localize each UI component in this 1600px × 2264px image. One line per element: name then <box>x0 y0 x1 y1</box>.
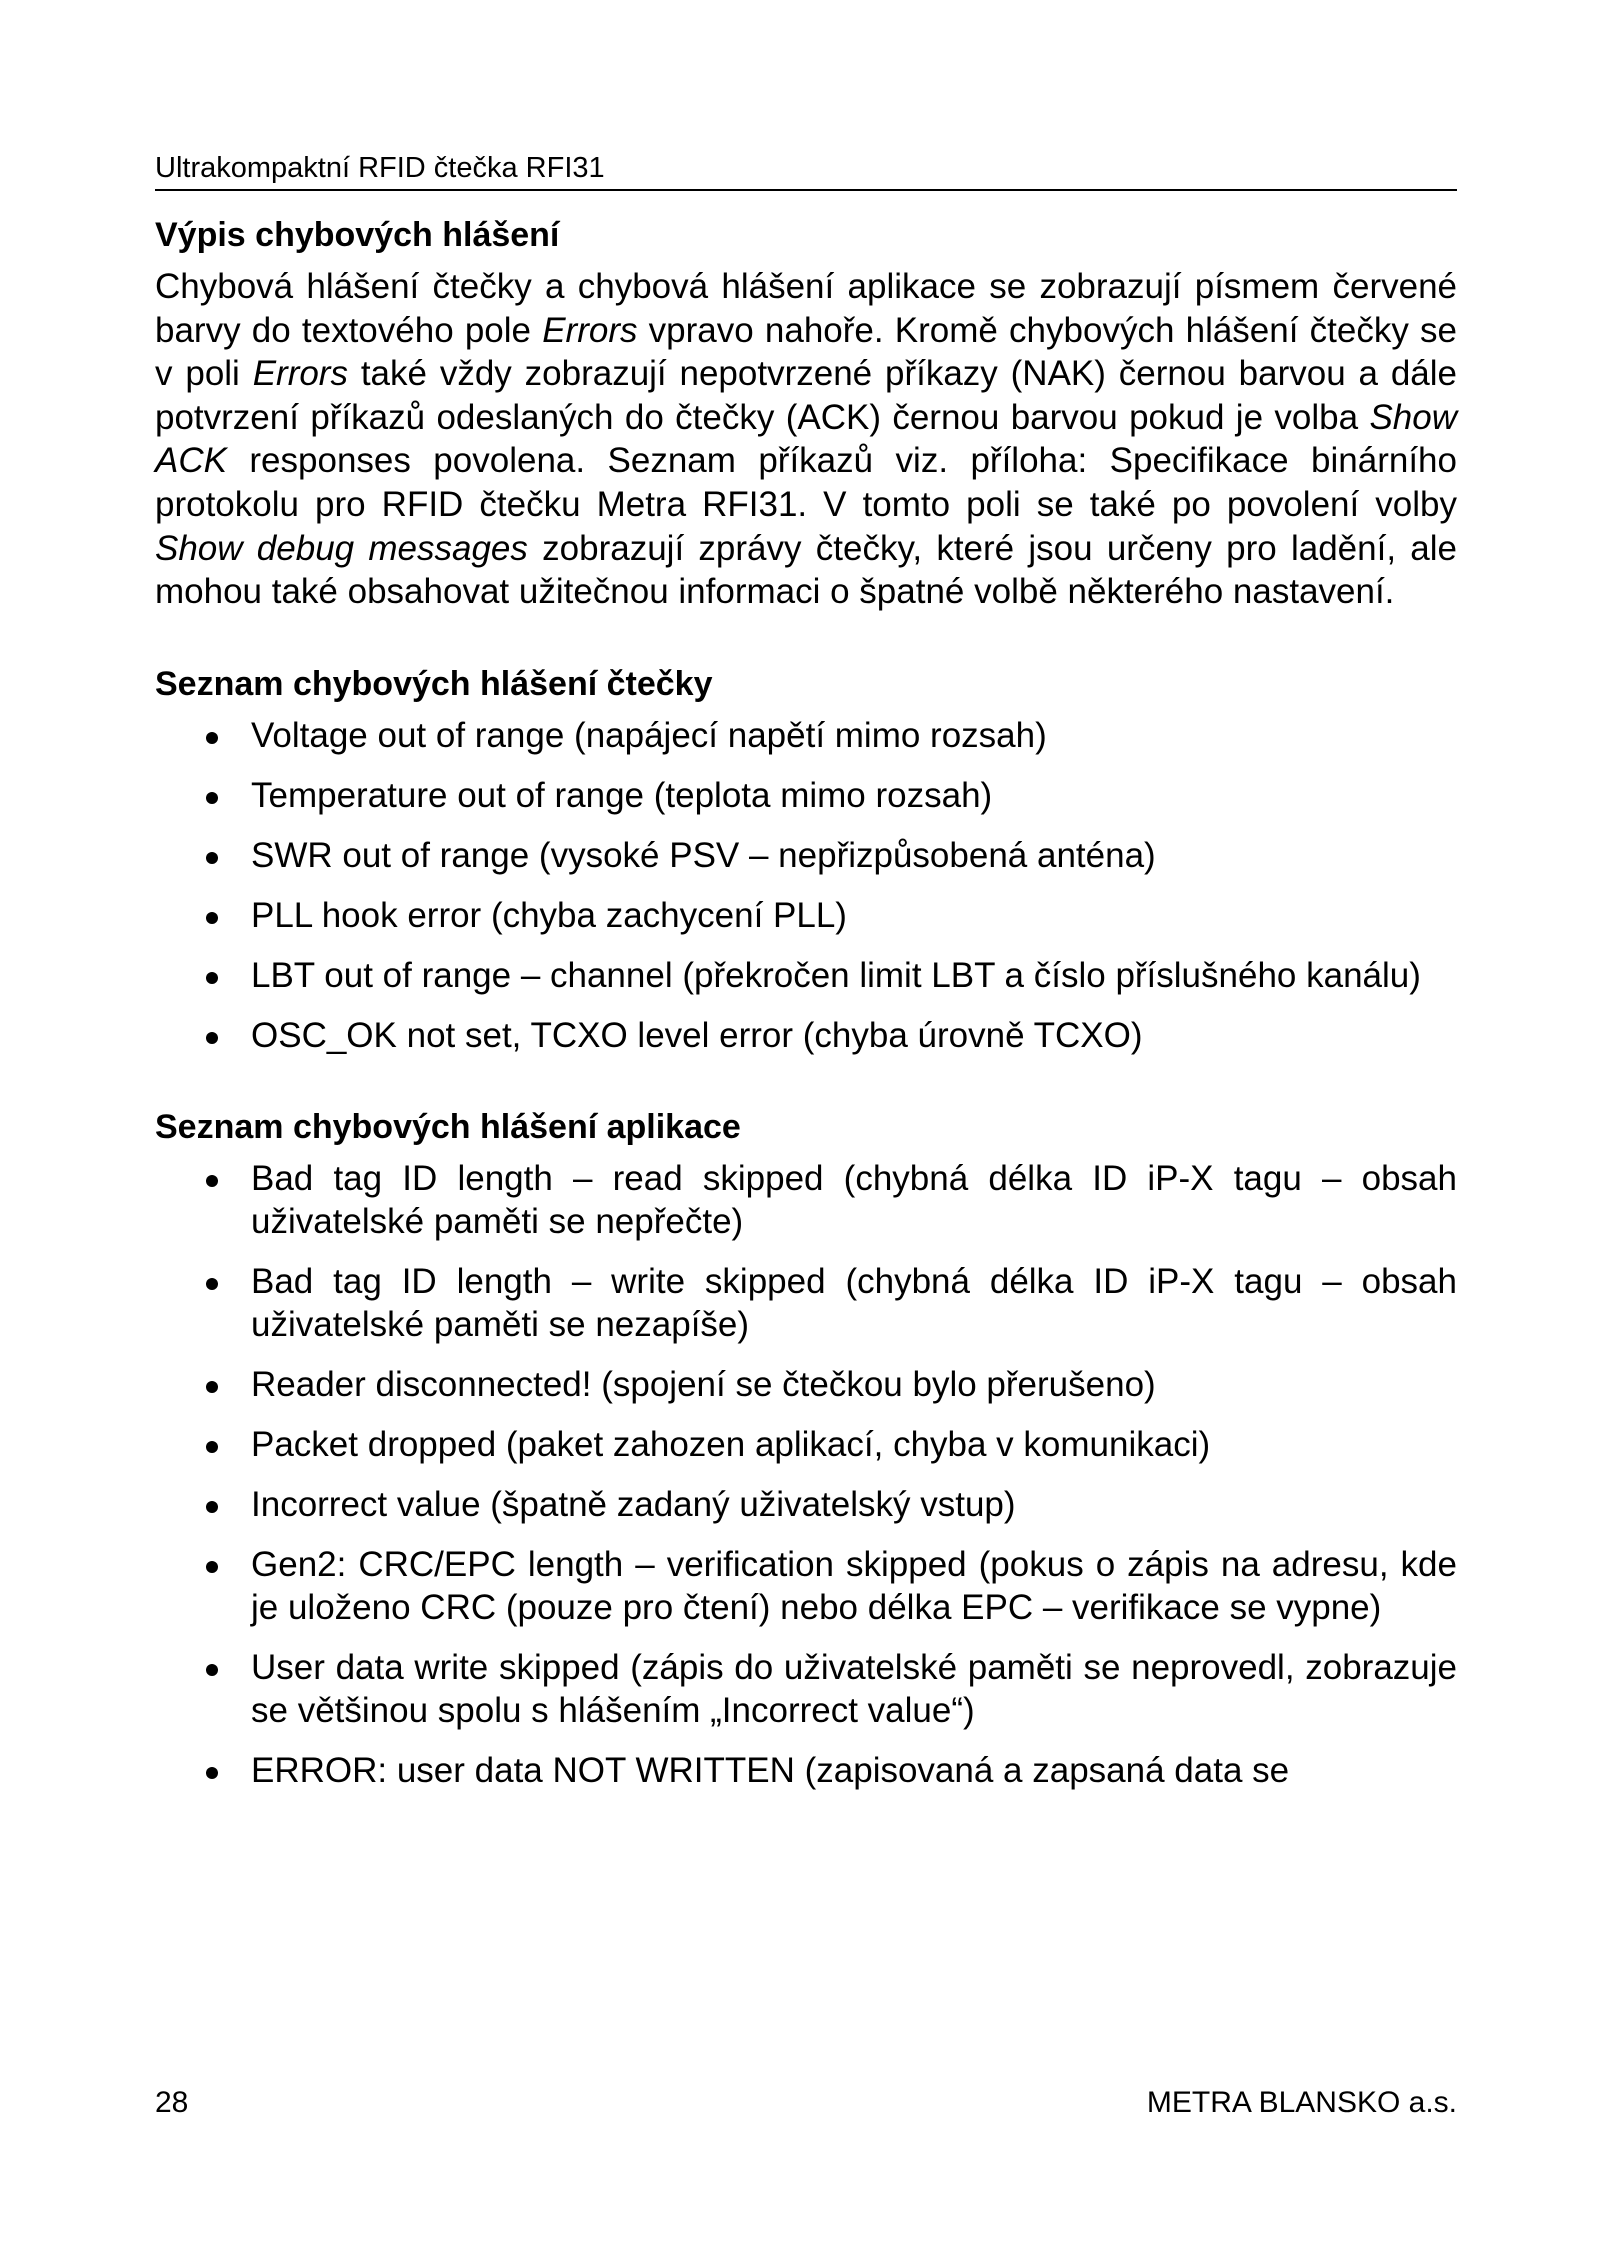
bullet-icon <box>206 1767 218 1779</box>
list-item <box>155 954 1457 997</box>
list-item <box>155 1157 1457 1243</box>
list-item-text: LBT out of range – channel (překročen limit LBT a číslo příslušného kanálu) <box>251 955 1421 995</box>
paragraph-italic-text: Errors <box>542 310 638 350</box>
list-item-text: Packet dropped (paket zahozen aplikací, chyba v komunikaci) <box>251 1424 1211 1464</box>
document-page <box>155 150 1457 1809</box>
paragraph-text: zobrazují zprávy čtečky, které jsou určeny pro ladění, ale mohou také obsahovat užitečnou informaci o špatné volbě některého nastavení. <box>155 528 1458 612</box>
list-item-text: ERROR: user data NOT WRITTEN (zapisovaná a zapsaná data se <box>251 1750 1290 1790</box>
list-item <box>155 1646 1457 1732</box>
paragraph-italic-text: Show debug messages <box>155 528 528 568</box>
bullet-icon <box>206 1175 218 1187</box>
page-number: 28 <box>155 2086 189 2119</box>
list-item <box>155 894 1457 937</box>
list-item-text: Bad tag ID length – read skipped (chybná délka ID iP-X tagu – obsah uživatelské paměti se nepřečte) <box>251 1158 1457 1241</box>
list-item <box>155 714 1457 757</box>
bullet-icon <box>206 792 218 804</box>
reader-error-list <box>155 714 1457 1057</box>
bullet-icon <box>206 1278 218 1290</box>
bullet-icon <box>206 1032 218 1044</box>
list-item <box>155 774 1457 817</box>
errors-paragraph <box>155 265 1457 614</box>
paragraph-italic-text: Show ACK <box>155 397 1457 481</box>
list-item <box>155 1423 1457 1466</box>
list-item-text: SWR out of range (vysoké PSV – nepřizpůsobená anténa) <box>251 835 1156 875</box>
bullet-icon <box>206 852 218 864</box>
list-item <box>155 1260 1457 1346</box>
paragraph-text: Chybová hlášení čtečky a chybová hlášení aplikace se zobrazují písmem červené barvy do textového pole <box>155 267 1457 350</box>
section-heading-app-errors: Seznam chybových hlášení aplikace <box>155 1107 741 1146</box>
list-item-text: User data write skipped (zápis do uživatelské paměti se neprovedl, zobrazuje se většinou spolu s hlášením „Incorrect value“) <box>251 1647 1457 1730</box>
list-item-text: Voltage out of range (napájecí napětí mimo rozsah) <box>251 715 1047 755</box>
list-item <box>155 834 1457 877</box>
list-item <box>155 1014 1457 1057</box>
bullet-icon <box>206 912 218 924</box>
paragraph-text: vpravo nahoře. Kromě chybových hlášení čtečky se v poli <box>155 310 1457 394</box>
list-item-text: OSC_OK not set, TCXO level error (chyba úrovně TCXO) <box>251 1015 1143 1055</box>
bullet-icon <box>206 1501 218 1513</box>
bullet-icon <box>206 1561 218 1573</box>
section-heading-reader-errors: Seznam chybových hlášení čtečky <box>155 664 713 703</box>
list-item-text: Gen2: CRC/EPC length – verification skipped (pokus o zápis na adresu, kde je uloženo CRC (pouze pro čtení) nebo délka EPC – verifikace se vypne) <box>251 1544 1457 1627</box>
list-item <box>155 1363 1457 1406</box>
paragraph-text: responses povolena. Seznam příkazů viz. příloha: Specifikace binárního protokolu pro RFID čtečku Metra RFI31. V tomto poli se také po povolení volby <box>155 441 1457 524</box>
list-item-text: PLL hook error (chyba zachycení PLL) <box>251 895 847 935</box>
list-item-text: Bad tag ID length – write skipped (chybná délka ID iP-X tagu – obsah uživatelské paměti se nezapíše) <box>251 1261 1457 1344</box>
list-item <box>155 1543 1457 1629</box>
list-item <box>155 1483 1457 1526</box>
list-item-text: Temperature out of range (teplota mimo rozsah) <box>251 775 993 815</box>
list-item-text: Incorrect value (špatně zadaný uživatelský vstup) <box>251 1484 1016 1524</box>
running-header: Ultrakompaktní RFID čtečka RFI31 <box>155 150 1457 191</box>
app-error-list <box>155 1157 1457 1792</box>
bullet-icon <box>206 732 218 744</box>
list-item-text: Reader disconnected! (spojení se čtečkou bylo přerušeno) <box>251 1364 1156 1404</box>
paragraph-text: také vždy zobrazují nepotvrzené příkazy (NAK) černou barvou a dále potvrzení příkazů odeslaných do čtečky (ACK) černou barvou pokud je volba <box>155 354 1457 437</box>
bullet-icon <box>206 1664 218 1676</box>
bullet-icon <box>206 1381 218 1393</box>
bullet-icon <box>206 1441 218 1453</box>
list-item <box>155 1749 1457 1792</box>
footer-company: METRA BLANSKO a.s. <box>1146 2086 1457 2119</box>
bullet-icon <box>206 972 218 984</box>
paragraph-italic-text: Errors <box>252 354 348 394</box>
section-heading-errors: Výpis chybových hlášení <box>155 216 560 254</box>
